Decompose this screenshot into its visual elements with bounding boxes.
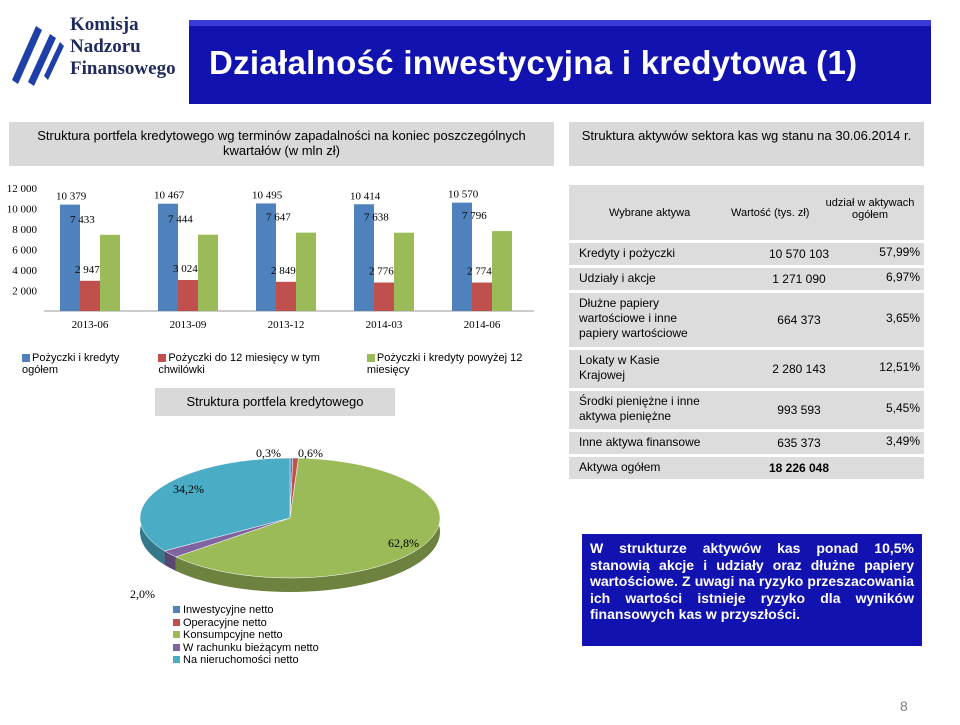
legend-label: Na nieruchomości netto <box>183 654 299 666</box>
asset-value: 10 570 103 <box>768 247 830 261</box>
bar-legend <box>22 352 562 376</box>
y-tick-label: 4 000 <box>12 265 37 277</box>
pie-data-label: 0,6% <box>298 446 323 460</box>
bar <box>472 283 492 311</box>
bar-data-label: 7 796 <box>462 210 487 223</box>
pie-data-label: 62,8% <box>388 536 419 550</box>
bar-data-label: 2 774 <box>467 265 492 278</box>
legend-label: Pożyczki do 12 miesięcy w tym chwilówki <box>158 352 320 376</box>
bar <box>80 281 100 311</box>
legend-swatch <box>158 354 166 362</box>
asset-name: Środki pieniężne i inne aktywa pieniężne <box>579 394 700 423</box>
pie-legend-item <box>173 617 319 630</box>
pie-legend-item <box>173 604 319 617</box>
legend-label: W rachunku bieżącym netto <box>183 641 319 654</box>
bar <box>198 235 218 311</box>
bar <box>296 233 316 311</box>
logo-line-3: Finansowego <box>70 58 176 79</box>
legend-swatch <box>173 644 180 651</box>
x-tick-label: 2014-06 <box>463 319 501 331</box>
col-share: udział w aktywach ogółem <box>825 197 915 221</box>
x-tick-label: 2013-09 <box>169 319 207 331</box>
asset-name: Aktywa ogółem <box>579 460 661 474</box>
portfolio-header: Struktura portfela kredytowego wg terminów zapadalności na koniec poszczególnych kwartałów (w mln zł) <box>9 122 554 166</box>
pie-data-label: 34,2% <box>173 482 204 496</box>
legend-swatch <box>367 354 375 362</box>
legend-swatch <box>173 619 180 626</box>
bar <box>100 235 120 311</box>
assets-table-row <box>569 243 924 265</box>
y-tick-label: 12 000 <box>6 183 37 195</box>
bar-data-label: 10 379 <box>56 190 87 203</box>
legend-swatch <box>173 656 180 663</box>
asset-share: 57,99% <box>879 245 920 259</box>
legend-label: Pożyczki i kredyty ogółem <box>22 352 120 376</box>
bar-data-label: 7 444 <box>168 213 193 226</box>
legend-label: Konsumpcyjne netto <box>183 629 283 641</box>
assets-table <box>569 185 924 479</box>
pie-legend-item <box>173 629 319 642</box>
assets-header: Struktura aktywów sektora kas wg stanu na 30.06.2014 r. <box>569 122 924 166</box>
title-banner <box>189 20 931 104</box>
assets-table-row <box>569 293 924 347</box>
bar-data-label: 2 776 <box>369 265 394 278</box>
legend-label: Operacyjne netto <box>183 616 267 629</box>
legend-item-total <box>22 352 154 376</box>
page-title: Działalność inwestycyjna i kredytowa (1) <box>209 44 858 81</box>
pie-legend <box>173 604 319 667</box>
bar-data-label: 10 570 <box>448 188 479 201</box>
logo-line-1: Komisja <box>70 14 139 35</box>
assets-table-header <box>569 185 924 240</box>
logo-line-2: Nadzoru <box>70 36 141 57</box>
pie-data-label: 2,0% <box>130 587 155 601</box>
pie-legend-item <box>173 642 319 655</box>
bar-data-label: 10 495 <box>252 189 283 202</box>
bar-data-label: 7 638 <box>364 211 389 224</box>
asset-share: 5,45% <box>885 401 920 415</box>
assets-table-row <box>569 391 924 429</box>
y-tick-label: 8 000 <box>12 224 37 236</box>
pie-title: Struktura portfela kredytowego <box>155 388 395 416</box>
bar-data-label: 7 433 <box>70 213 95 226</box>
asset-name: Udziały i akcje <box>579 271 656 285</box>
asset-name: Inne aktywa finansowe <box>579 435 701 449</box>
page-number: 8 <box>900 698 908 714</box>
x-tick-label: 2014-03 <box>365 319 403 331</box>
bar-data-label: 10 467 <box>154 189 185 202</box>
assets-table-row <box>569 350 924 388</box>
asset-share: 12,51% <box>879 360 920 374</box>
asset-value: 664 373 <box>777 313 821 327</box>
maturity-bar-chart <box>0 178 560 348</box>
assets-table-body <box>569 243 924 479</box>
legend-swatch <box>173 606 180 613</box>
asset-value: 1 271 090 <box>772 272 826 286</box>
pie-data-label: 0,3% <box>256 446 281 460</box>
knf-logo-icon <box>6 20 66 88</box>
asset-value: 993 593 <box>777 403 821 417</box>
bar-data-label: 2 947 <box>75 263 100 276</box>
asset-share: 3,65% <box>885 311 920 325</box>
asset-name: Kredyty i pożyczki <box>579 246 676 260</box>
bar <box>374 283 394 311</box>
legend-item-short <box>158 352 363 376</box>
bar-data-label: 3 024 <box>173 263 198 276</box>
legend-item-long <box>367 352 562 376</box>
bar-data-label: 10 414 <box>350 190 381 203</box>
x-tick-label: 2013-06 <box>71 319 109 331</box>
bar-data-label: 7 647 <box>266 211 291 224</box>
assets-table-row <box>569 457 924 479</box>
col-assets: Wybrane aktywa <box>609 207 691 219</box>
col-value: Wartość (tys. zł) <box>731 207 810 219</box>
y-tick-label: 6 000 <box>12 244 37 257</box>
asset-share: 3,49% <box>885 434 920 448</box>
portfolio-pie-chart <box>120 430 450 610</box>
asset-name: Dłużne papiery wartościowe i inne papiery wartościowe <box>579 296 688 340</box>
legend-label: Pożyczki i kredyty powyżej 12 miesięcy <box>366 352 523 376</box>
assets-table-row <box>569 432 924 454</box>
bar <box>178 280 198 311</box>
bar <box>394 233 414 311</box>
legend-swatch <box>173 631 180 638</box>
knf-logo <box>6 14 176 94</box>
pie-legend-item <box>173 654 319 667</box>
y-tick-label: 2 000 <box>12 285 37 298</box>
legend-swatch <box>22 354 30 362</box>
asset-value: 18 226 048 <box>768 461 830 475</box>
asset-name: Lokaty w Kasie Krajowej <box>579 353 660 382</box>
x-tick-label: 2013-12 <box>267 319 305 331</box>
y-tick-label: 10 000 <box>6 203 37 216</box>
assets-table-row <box>569 268 924 290</box>
asset-value: 635 373 <box>777 436 821 450</box>
bar <box>276 282 296 311</box>
bar-data-label: 2 849 <box>271 264 296 277</box>
summary-note: W strukturze aktywów kas ponad 10,5% stanowią akcje i udziały oraz dłużne papiery wartościowe. Z uwagi na ryzyko przeszacowania ich wartości istnieje ryzyko dla wyników finansowych kas w przyszłości. <box>582 534 922 646</box>
asset-share: 6,97% <box>885 270 920 284</box>
legend-label: Inwestycyjne netto <box>183 604 274 616</box>
asset-value: 2 280 143 <box>772 362 826 376</box>
bar <box>492 231 512 311</box>
